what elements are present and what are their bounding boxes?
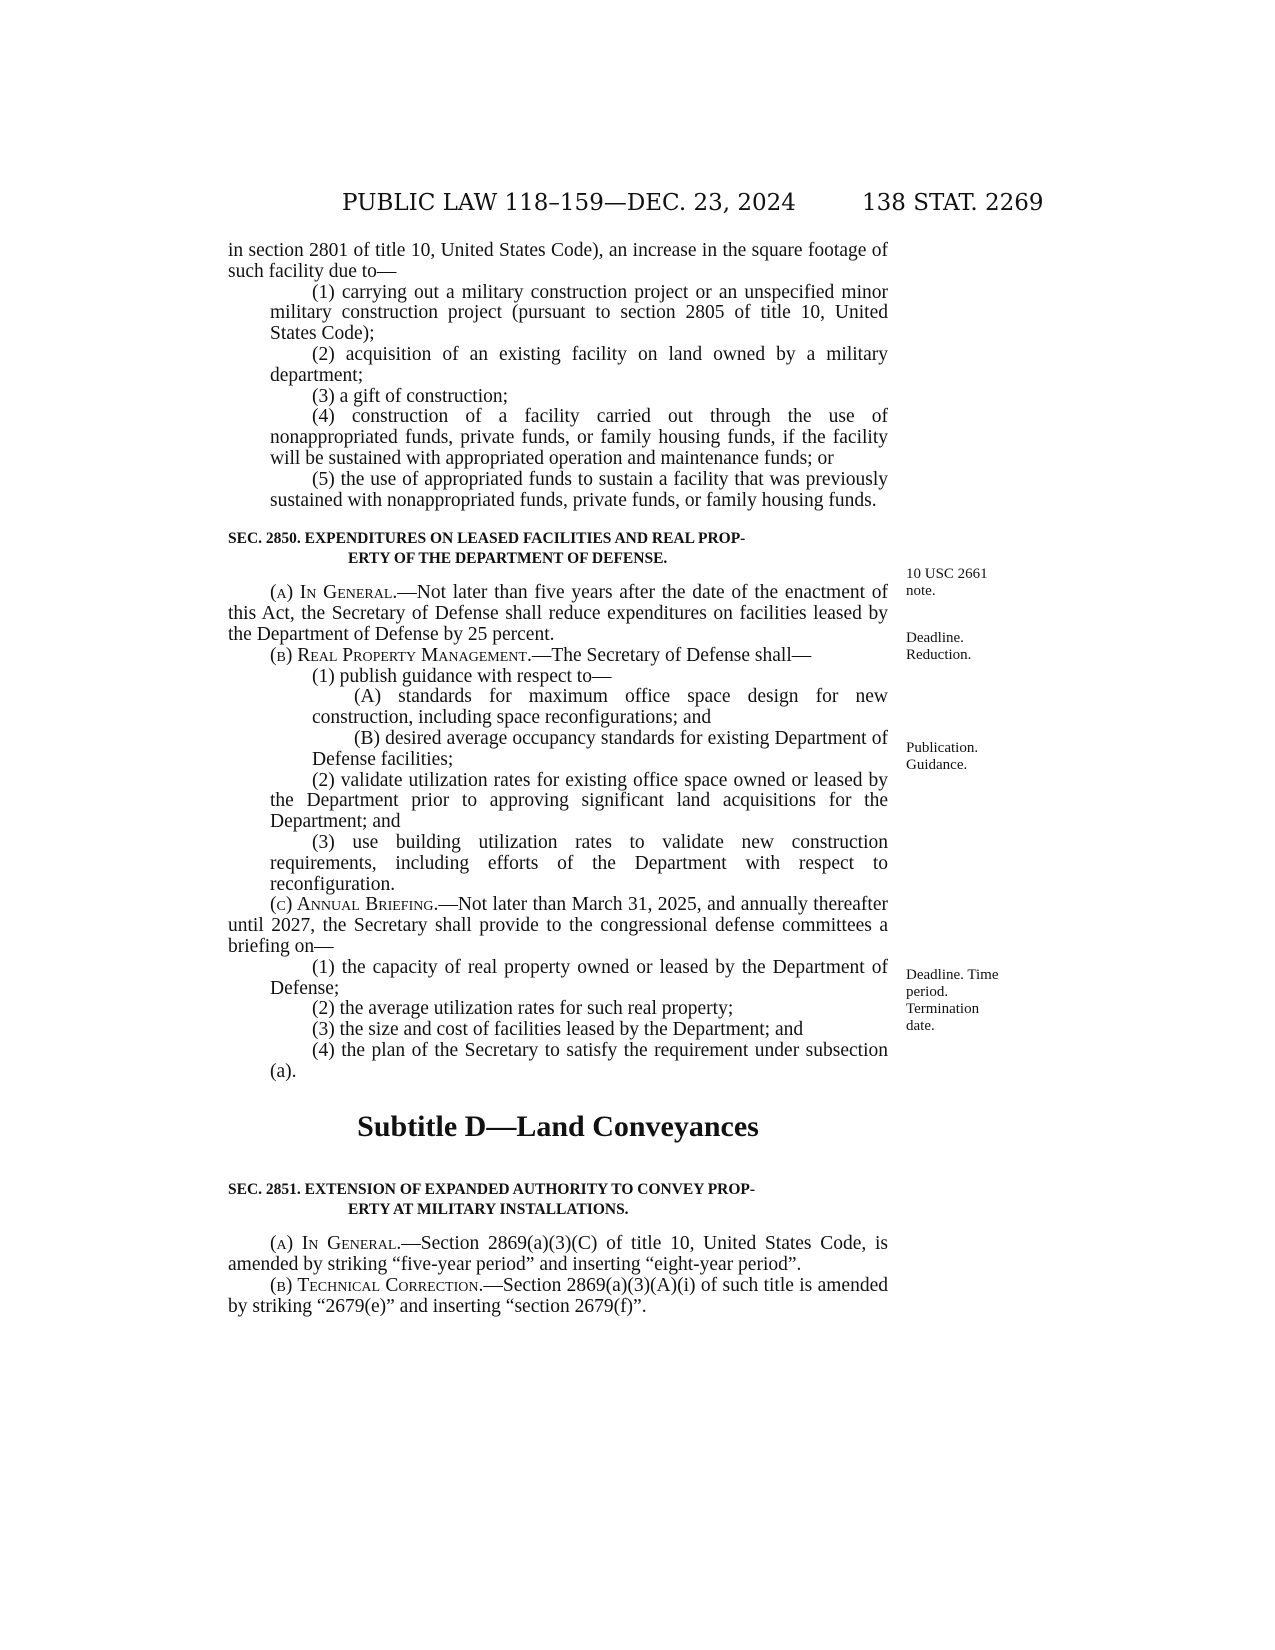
section-heading-line: ERTY OF THE DEPARTMENT OF DEFENSE. <box>348 550 668 568</box>
list-item: (5) the use of appropriated funds to sustain a facility that was previously sustained with nonappropriated funds, private funds, or family housing funds. <box>270 468 888 511</box>
list-item: (4) the plan of the Secretary to satisfy the requirement under subsection (a). <box>270 1039 888 1082</box>
document-body <box>228 241 888 1318</box>
subsection-b <box>228 646 888 667</box>
subsection-heading: (c) Annual Briefing. <box>270 894 439 916</box>
paragraph: in section 2801 of title 10, United States Code), an increase in the square footage of such facility due to— <box>228 240 888 282</box>
subsection-b <box>228 1276 888 1318</box>
list-item: (4) construction of a facility carried out through the use of nonappropriated funds, private funds, or family housing funds, if the facility will be sustained with appropriated operation and maintenance funds; or <box>270 406 888 469</box>
subsection-text: —Section 2869(a)(3)(A)(i) of such title is amended by striking “2679(e)” and inserting “section 2679(f)”. <box>228 1275 888 1317</box>
subsection-text: —The Secretary of Defense shall— <box>531 644 812 666</box>
subsection-heading: (a) In General. <box>270 1233 402 1255</box>
law-citation: PUBLIC LAW 118–159—DEC. 23, 2024 <box>342 190 796 216</box>
margin-note: 10 USC 2661 note. <box>906 566 988 599</box>
subsection-heading: (b) Technical Correction. <box>270 1275 484 1297</box>
list-item: (3) use building utilization rates to validate new construction requirements, including efforts of the Department with respect to reconfiguration. <box>270 831 888 895</box>
list-item: (B) desired average occupancy standards for existing Department of Defense facilities; <box>312 727 888 770</box>
stat-page-number: 138 STAT. 2269 <box>862 190 1044 216</box>
list-item: (2) the average utilization rates for such real property; <box>312 998 734 1020</box>
list-item: (2) acquisition of an existing facility on land owned by a military department; <box>270 343 888 386</box>
section-heading-line: SEC. 2850. EXPENDITURES ON LEASED FACILITIES AND REAL PROP- <box>228 530 746 548</box>
margin-note: Deadline. Reduction. <box>906 630 972 663</box>
margin-note: Deadline. Time period. Termination date. <box>906 967 999 1034</box>
section-heading-2851 <box>228 1180 888 1220</box>
section-heading-line: ERTY AT MILITARY INSTALLATIONS. <box>348 1201 629 1219</box>
list-item: (A) standards for maximum office space design for new construction, including space reconfigurations; and <box>312 686 888 729</box>
subsection-c <box>228 895 888 957</box>
list-item: (1) publish guidance with respect to— <box>312 665 612 687</box>
subsection-heading: (b) Real Property Management. <box>270 644 532 666</box>
section-heading-line: SEC. 2851. EXTENSION OF EXPANDED AUTHORITY TO CONVEY PROP- <box>228 1181 756 1199</box>
subsection-heading: (a) In General. <box>270 582 398 604</box>
list-item: (2) validate utilization rates for existing office space owned or leased by the Department prior to approving significant land acquisitions for the Department; and <box>270 769 888 833</box>
page-header <box>0 190 1275 220</box>
subtitle-heading: Subtitle D—Land Conveyances <box>357 1110 759 1144</box>
margin-note: Publication. Guidance. <box>906 740 979 773</box>
list-item: (1) the capacity of real property owned or leased by the Department of Defense; <box>270 956 888 999</box>
list-item: (3) the size and cost of facilities leased by the Department; and <box>312 1019 804 1041</box>
subsection-text: —Not later than five years after the date of the enactment of this Act, the Secretary of Defense shall reduce expenditures on facilities leased by the Department of Defense by 25 percent. <box>228 582 888 645</box>
subsection-text: —Section 2869(a)(3)(C) of title 10, United States Code, is amended by striking “five-year period” and inserting “eight-year period”. <box>228 1233 888 1276</box>
list-item: (1) carrying out a military construction project or an unspecified minor military construction project (pursuant to section 2805 of title 10, United States Code); <box>270 281 888 345</box>
list-item: (3) a gift of construction; <box>312 385 509 407</box>
subsection-a <box>228 1234 888 1276</box>
subsection-a <box>228 583 888 645</box>
section-heading-2850 <box>228 529 888 569</box>
subsection-text: —Not later than March 31, 2025, and annually thereafter until 2027, the Secretary shall provide to the congressional defense committees a briefing on— <box>228 894 888 957</box>
